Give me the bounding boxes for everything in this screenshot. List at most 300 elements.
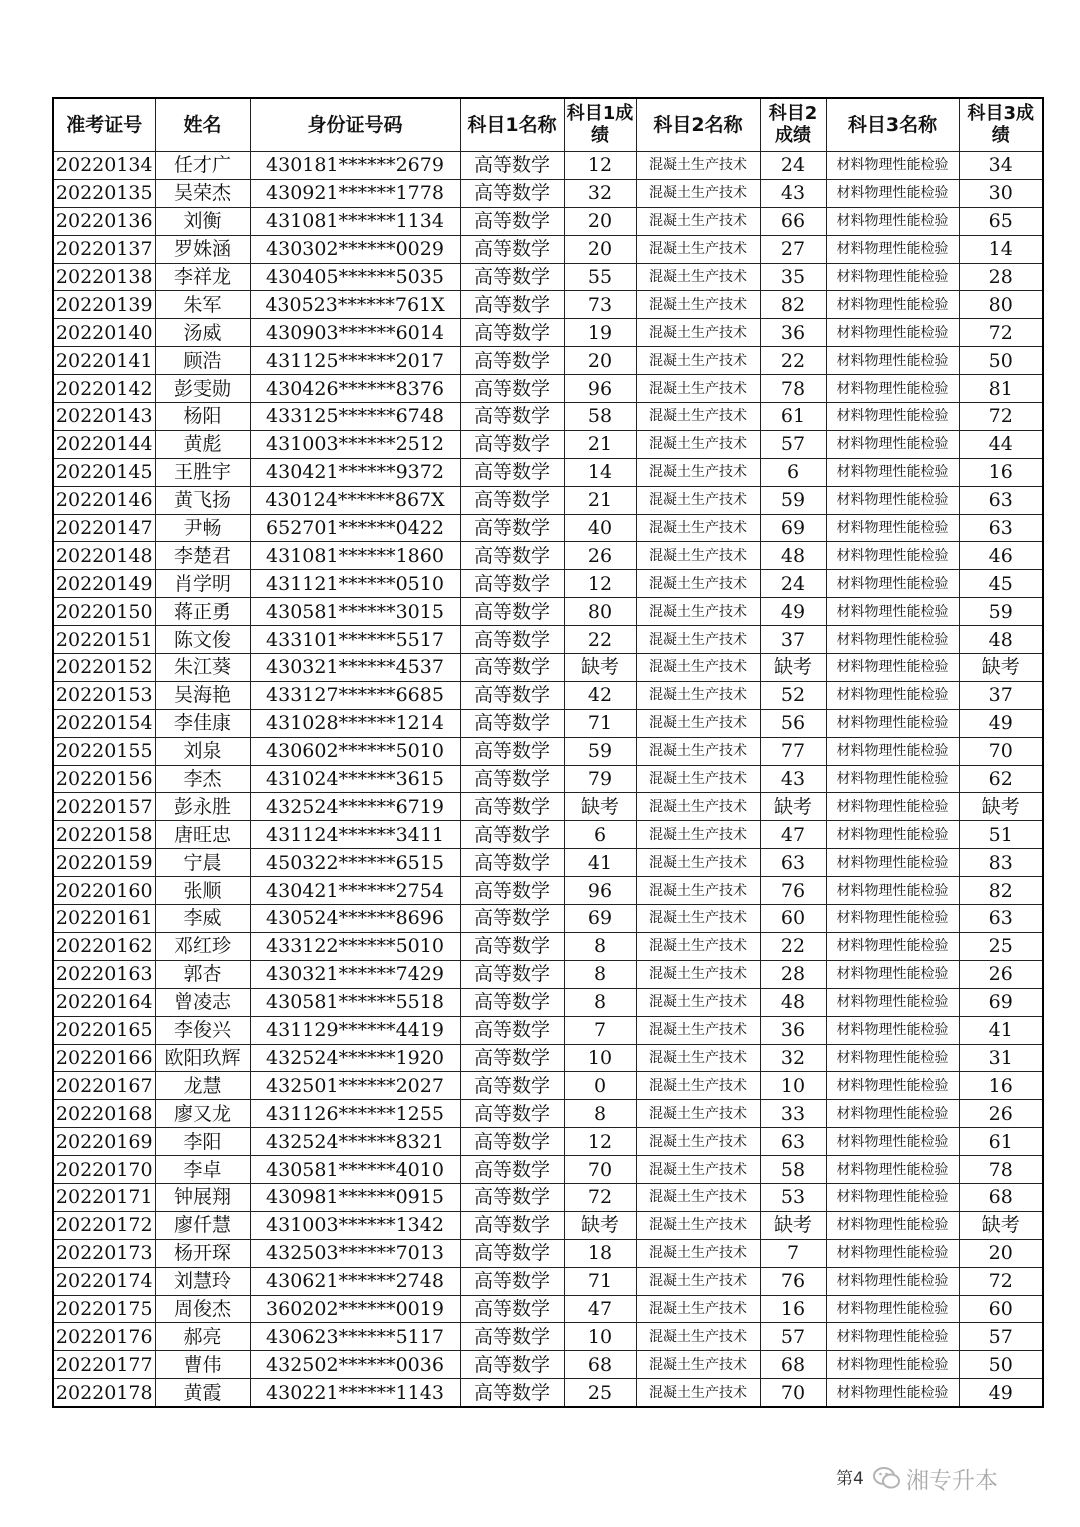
cell-sub3: 材料物理性能检验 — [826, 1183, 959, 1211]
cell-sub3: 材料物理性能检验 — [826, 375, 959, 403]
cell-name: 郭杏 — [155, 960, 250, 988]
cell-sub2: 混凝土生产技术 — [636, 709, 760, 737]
cell-id: 20220149 — [53, 570, 155, 598]
cell-sub3: 材料物理性能检验 — [826, 486, 959, 514]
cell-sub2: 混凝土生产技术 — [636, 1267, 760, 1295]
cell-sub2: 混凝土生产技术 — [636, 1351, 760, 1379]
cell-sub2: 混凝土生产技术 — [636, 570, 760, 598]
cell-name: 李俊兴 — [155, 1016, 250, 1044]
table-row — [53, 709, 1043, 737]
cell-sub2: 混凝土生产技术 — [636, 458, 760, 486]
cell-score2: 53 — [760, 1183, 826, 1211]
table-row — [53, 1128, 1043, 1156]
cell-idnum: 433122******5010 — [250, 932, 460, 960]
cell-score2: 58 — [760, 1156, 826, 1184]
cell-sub3: 材料物理性能检验 — [826, 626, 959, 654]
cell-id: 20220169 — [53, 1128, 155, 1156]
cell-score2: 49 — [760, 598, 826, 626]
cell-sub1: 高等数学 — [460, 570, 564, 598]
cell-score1: 19 — [564, 319, 636, 347]
cell-score1: 21 — [564, 430, 636, 458]
cell-idnum: 432501******2027 — [250, 1072, 460, 1100]
cell-score3: 16 — [959, 458, 1043, 486]
cell-score2: 35 — [760, 263, 826, 291]
cell-id: 20220140 — [53, 319, 155, 347]
cell-id: 20220161 — [53, 905, 155, 933]
cell-sub1: 高等数学 — [460, 1016, 564, 1044]
cell-score1: 72 — [564, 1183, 636, 1211]
cell-score3: 31 — [959, 1044, 1043, 1072]
cell-id: 20220157 — [53, 793, 155, 821]
table-row — [53, 849, 1043, 877]
cell-name: 李佳康 — [155, 709, 250, 737]
cell-name: 王胜宇 — [155, 458, 250, 486]
cell-score1: 21 — [564, 486, 636, 514]
cell-score3: 62 — [959, 765, 1043, 793]
cell-score2: 47 — [760, 821, 826, 849]
cell-sub2: 混凝土生产技术 — [636, 152, 760, 180]
cell-sub1: 高等数学 — [460, 403, 564, 431]
cell-id: 20220143 — [53, 403, 155, 431]
cell-score1: 22 — [564, 626, 636, 654]
cell-score1: 42 — [564, 681, 636, 709]
cell-score1: 18 — [564, 1239, 636, 1267]
cell-sub1: 高等数学 — [460, 207, 564, 235]
cell-sub1: 高等数学 — [460, 375, 564, 403]
cell-id: 20220167 — [53, 1072, 155, 1100]
cell-score3: 缺考 — [959, 1211, 1043, 1239]
cell-id: 20220147 — [53, 514, 155, 542]
cell-id: 20220162 — [53, 932, 155, 960]
cell-score3: 72 — [959, 319, 1043, 347]
cell-idnum: 430181******2679 — [250, 152, 460, 180]
cell-idnum: 430426******8376 — [250, 375, 460, 403]
cell-sub2: 混凝土生产技术 — [636, 235, 760, 263]
cell-name: 廖仟慧 — [155, 1211, 250, 1239]
cell-name: 李杰 — [155, 765, 250, 793]
wechat-icon — [872, 1463, 902, 1493]
cell-sub3: 材料物理性能检验 — [826, 1128, 959, 1156]
cell-sub2: 混凝土生产技术 — [636, 179, 760, 207]
cell-id: 20220148 — [53, 542, 155, 570]
table-row — [53, 877, 1043, 905]
cell-sub1: 高等数学 — [460, 486, 564, 514]
cell-score3: 25 — [959, 932, 1043, 960]
cell-sub2: 混凝土生产技术 — [636, 988, 760, 1016]
cell-name: 邓红珍 — [155, 932, 250, 960]
cell-name: 刘泉 — [155, 737, 250, 765]
table-row — [53, 654, 1043, 682]
cell-id: 20220158 — [53, 821, 155, 849]
cell-sub3: 材料物理性能检验 — [826, 1100, 959, 1128]
cell-score1: 缺考 — [564, 1211, 636, 1239]
cell-score1: 8 — [564, 988, 636, 1016]
cell-name: 郝亮 — [155, 1323, 250, 1351]
cell-name: 陈文俊 — [155, 626, 250, 654]
cell-name: 吴荣杰 — [155, 179, 250, 207]
table-row — [53, 542, 1043, 570]
cell-score1: 10 — [564, 1044, 636, 1072]
cell-score2: 66 — [760, 207, 826, 235]
cell-score1: 8 — [564, 1100, 636, 1128]
cell-sub2: 混凝土生产技术 — [636, 1323, 760, 1351]
cell-sub1: 高等数学 — [460, 458, 564, 486]
cell-score3: 41 — [959, 1016, 1043, 1044]
cell-idnum: 431121******0510 — [250, 570, 460, 598]
cell-sub1: 高等数学 — [460, 1239, 564, 1267]
header-subject1-name: 科目1名称 — [460, 98, 564, 152]
cell-name: 彭永胜 — [155, 793, 250, 821]
cell-sub3: 材料物理性能检验 — [826, 542, 959, 570]
table-row — [53, 1016, 1043, 1044]
cell-name: 朱江葵 — [155, 654, 250, 682]
cell-score1: 40 — [564, 514, 636, 542]
cell-sub3: 材料物理性能检验 — [826, 430, 959, 458]
cell-score3: 72 — [959, 1267, 1043, 1295]
cell-sub3: 材料物理性能检验 — [826, 1072, 959, 1100]
cell-id: 20220163 — [53, 960, 155, 988]
cell-score2: 60 — [760, 905, 826, 933]
cell-sub1: 高等数学 — [460, 1044, 564, 1072]
cell-sub1: 高等数学 — [460, 235, 564, 263]
cell-score2: 56 — [760, 709, 826, 737]
cell-sub2: 混凝土生产技术 — [636, 486, 760, 514]
cell-idnum: 430621******2748 — [250, 1267, 460, 1295]
cell-name: 黄彪 — [155, 430, 250, 458]
cell-idnum: 431003******1342 — [250, 1211, 460, 1239]
cell-score3: 78 — [959, 1156, 1043, 1184]
table-row — [53, 375, 1043, 403]
cell-score1: 缺考 — [564, 654, 636, 682]
cell-score2: 6 — [760, 458, 826, 486]
cell-sub2: 混凝土生产技术 — [636, 207, 760, 235]
cell-sub3: 材料物理性能检验 — [826, 570, 959, 598]
table-row — [53, 1044, 1043, 1072]
cell-sub1: 高等数学 — [460, 1072, 564, 1100]
table-row — [53, 1295, 1043, 1323]
cell-idnum: 430523******761X — [250, 291, 460, 319]
cell-idnum: 432503******7013 — [250, 1239, 460, 1267]
cell-id: 20220146 — [53, 486, 155, 514]
cell-idnum: 431003******2512 — [250, 430, 460, 458]
cell-score2: 43 — [760, 765, 826, 793]
cell-name: 罗姝涵 — [155, 235, 250, 263]
cell-idnum: 430302******0029 — [250, 235, 460, 263]
cell-score3: 57 — [959, 1323, 1043, 1351]
cell-idnum: 432524******8321 — [250, 1128, 460, 1156]
cell-idnum: 431028******1214 — [250, 709, 460, 737]
cell-id: 20220172 — [53, 1211, 155, 1239]
cell-id: 20220150 — [53, 598, 155, 626]
cell-score1: 25 — [564, 1379, 636, 1407]
table-row — [53, 1351, 1043, 1379]
cell-score1: 8 — [564, 960, 636, 988]
cell-score3: 59 — [959, 598, 1043, 626]
cell-score1: 20 — [564, 207, 636, 235]
cell-sub2: 混凝土生产技术 — [636, 1295, 760, 1323]
table-row — [53, 681, 1043, 709]
cell-sub1: 高等数学 — [460, 1351, 564, 1379]
cell-score3: 68 — [959, 1183, 1043, 1211]
cell-score2: 59 — [760, 486, 826, 514]
cell-sub3: 材料物理性能检验 — [826, 1211, 959, 1239]
table-row — [53, 1156, 1043, 1184]
cell-score2: 48 — [760, 542, 826, 570]
cell-idnum: 430124******867X — [250, 486, 460, 514]
cell-idnum: 433125******6748 — [250, 403, 460, 431]
cell-idnum: 432502******0036 — [250, 1351, 460, 1379]
table-row — [53, 1072, 1043, 1100]
cell-sub1: 高等数学 — [460, 793, 564, 821]
cell-score2: 57 — [760, 1323, 826, 1351]
cell-score1: 69 — [564, 905, 636, 933]
cell-score2: 82 — [760, 291, 826, 319]
cell-score1: 79 — [564, 765, 636, 793]
cell-score1: 10 — [564, 1323, 636, 1351]
cell-idnum: 430421******9372 — [250, 458, 460, 486]
table-row — [53, 1323, 1043, 1351]
cell-sub3: 材料物理性能检验 — [826, 235, 959, 263]
cell-score3: 83 — [959, 849, 1043, 877]
cell-id: 20220145 — [53, 458, 155, 486]
header-subject3-score: 科目3成绩 — [959, 98, 1043, 152]
cell-sub2: 混凝土生产技术 — [636, 793, 760, 821]
cell-idnum: 431125******2017 — [250, 347, 460, 375]
cell-idnum: 432524******1920 — [250, 1044, 460, 1072]
cell-score3: 80 — [959, 291, 1043, 319]
cell-id: 20220154 — [53, 709, 155, 737]
cell-id: 20220178 — [53, 1379, 155, 1407]
table-row — [53, 1267, 1043, 1295]
table-row — [53, 430, 1043, 458]
cell-idnum: 431124******3411 — [250, 821, 460, 849]
cell-score1: 6 — [564, 821, 636, 849]
cell-sub1: 高等数学 — [460, 1183, 564, 1211]
cell-score3: 50 — [959, 1351, 1043, 1379]
cell-sub3: 材料物理性能检验 — [826, 263, 959, 291]
cell-score3: 缺考 — [959, 654, 1043, 682]
cell-sub1: 高等数学 — [460, 654, 564, 682]
cell-sub1: 高等数学 — [460, 598, 564, 626]
cell-score1: 32 — [564, 179, 636, 207]
table-row — [53, 1100, 1043, 1128]
cell-sub1: 高等数学 — [460, 905, 564, 933]
table-row — [53, 403, 1043, 431]
cell-score1: 68 — [564, 1351, 636, 1379]
cell-score2: 24 — [760, 570, 826, 598]
cell-name: 任才广 — [155, 152, 250, 180]
cell-score3: 20 — [959, 1239, 1043, 1267]
cell-score2: 63 — [760, 1128, 826, 1156]
cell-idnum: 430602******5010 — [250, 737, 460, 765]
cell-sub3: 材料物理性能检验 — [826, 514, 959, 542]
cell-sub2: 混凝土生产技术 — [636, 877, 760, 905]
cell-sub3: 材料物理性能检验 — [826, 1267, 959, 1295]
cell-sub2: 混凝土生产技术 — [636, 681, 760, 709]
table-row — [53, 1379, 1043, 1407]
cell-score1: 缺考 — [564, 793, 636, 821]
cell-name: 刘慧玲 — [155, 1267, 250, 1295]
cell-idnum: 430524******8696 — [250, 905, 460, 933]
cell-id: 20220144 — [53, 430, 155, 458]
cell-score3: 63 — [959, 514, 1043, 542]
table-row — [53, 765, 1043, 793]
cell-sub3: 材料物理性能检验 — [826, 737, 959, 765]
cell-id: 20220165 — [53, 1016, 155, 1044]
cell-name: 龙慧 — [155, 1072, 250, 1100]
cell-score1: 26 — [564, 542, 636, 570]
table-row — [53, 235, 1043, 263]
cell-score1: 14 — [564, 458, 636, 486]
cell-name: 唐旺忠 — [155, 821, 250, 849]
cell-score2: 24 — [760, 152, 826, 180]
table-row — [53, 179, 1043, 207]
cell-sub2: 混凝土生产技术 — [636, 932, 760, 960]
cell-name: 吴海艳 — [155, 681, 250, 709]
cell-score2: 70 — [760, 1379, 826, 1407]
cell-score2: 36 — [760, 319, 826, 347]
table-row — [53, 514, 1043, 542]
cell-score1: 73 — [564, 291, 636, 319]
header-name: 姓名 — [155, 98, 250, 152]
cell-id: 20220166 — [53, 1044, 155, 1072]
cell-score2: 16 — [760, 1295, 826, 1323]
cell-score3: 65 — [959, 207, 1043, 235]
cell-id: 20220155 — [53, 737, 155, 765]
cell-sub3: 材料物理性能检验 — [826, 709, 959, 737]
cell-id: 20220177 — [53, 1351, 155, 1379]
cell-sub1: 高等数学 — [460, 542, 564, 570]
cell-sub1: 高等数学 — [460, 263, 564, 291]
cell-sub3: 材料物理性能检验 — [826, 849, 959, 877]
cell-score2: 32 — [760, 1044, 826, 1072]
cell-name: 宁晨 — [155, 849, 250, 877]
cell-id: 20220134 — [53, 152, 155, 180]
cell-score2: 27 — [760, 235, 826, 263]
cell-score2: 76 — [760, 1267, 826, 1295]
cell-score2: 36 — [760, 1016, 826, 1044]
cell-sub3: 材料物理性能检验 — [826, 207, 959, 235]
cell-name: 李卓 — [155, 1156, 250, 1184]
cell-id: 20220142 — [53, 375, 155, 403]
cell-idnum: 431129******4419 — [250, 1016, 460, 1044]
header-subject1-score: 科目1成绩 — [564, 98, 636, 152]
cell-sub1: 高等数学 — [460, 877, 564, 905]
cell-score2: 57 — [760, 430, 826, 458]
cell-sub2: 混凝土生产技术 — [636, 626, 760, 654]
cell-idnum: 432524******6719 — [250, 793, 460, 821]
table-row — [53, 988, 1043, 1016]
cell-sub2: 混凝土生产技术 — [636, 375, 760, 403]
cell-id: 20220141 — [53, 347, 155, 375]
cell-sub1: 高等数学 — [460, 347, 564, 375]
cell-idnum: 430405******5035 — [250, 263, 460, 291]
cell-score1: 59 — [564, 737, 636, 765]
table-row — [53, 905, 1043, 933]
cell-sub2: 混凝土生产技术 — [636, 1211, 760, 1239]
cell-sub2: 混凝土生产技术 — [636, 1016, 760, 1044]
cell-score1: 80 — [564, 598, 636, 626]
table-row — [53, 291, 1043, 319]
cell-sub2: 混凝土生产技术 — [636, 765, 760, 793]
cell-score3: 61 — [959, 1128, 1043, 1156]
cell-sub1: 高等数学 — [460, 1379, 564, 1407]
cell-score3: 14 — [959, 235, 1043, 263]
cell-name: 蒋正勇 — [155, 598, 250, 626]
cell-name: 杨阳 — [155, 403, 250, 431]
cell-score2: 缺考 — [760, 654, 826, 682]
cell-name: 肖学明 — [155, 570, 250, 598]
score-table — [52, 97, 1044, 1408]
cell-idnum: 430903******6014 — [250, 319, 460, 347]
table-row — [53, 486, 1043, 514]
cell-sub3: 材料物理性能检验 — [826, 960, 959, 988]
cell-sub2: 混凝土生产技术 — [636, 263, 760, 291]
cell-sub1: 高等数学 — [460, 709, 564, 737]
cell-idnum: 431024******3615 — [250, 765, 460, 793]
cell-name: 杨开琛 — [155, 1239, 250, 1267]
table-row — [53, 570, 1043, 598]
cell-sub1: 高等数学 — [460, 960, 564, 988]
cell-idnum: 430321******7429 — [250, 960, 460, 988]
page-footer: 第4 — [836, 1469, 864, 1489]
cell-id: 20220151 — [53, 626, 155, 654]
cell-score1: 47 — [564, 1295, 636, 1323]
cell-name: 李阳 — [155, 1128, 250, 1156]
cell-id: 20220168 — [53, 1100, 155, 1128]
cell-id: 20220152 — [53, 654, 155, 682]
cell-sub2: 混凝土生产技术 — [636, 319, 760, 347]
cell-score1: 58 — [564, 403, 636, 431]
cell-score3: 缺考 — [959, 793, 1043, 821]
cell-sub3: 材料物理性能检验 — [826, 1351, 959, 1379]
cell-name: 黄霞 — [155, 1379, 250, 1407]
cell-score1: 55 — [564, 263, 636, 291]
cell-sub3: 材料物理性能检验 — [826, 765, 959, 793]
cell-score1: 12 — [564, 152, 636, 180]
cell-id: 20220139 — [53, 291, 155, 319]
cell-idnum: 430221******1143 — [250, 1379, 460, 1407]
cell-score2: 48 — [760, 988, 826, 1016]
cell-score2: 77 — [760, 737, 826, 765]
table-row — [53, 1183, 1043, 1211]
cell-sub3: 材料物理性能检验 — [826, 1379, 959, 1407]
cell-sub3: 材料物理性能检验 — [826, 1044, 959, 1072]
header-subject2-score: 科目2成绩 — [760, 98, 826, 152]
cell-name: 李祥龙 — [155, 263, 250, 291]
cell-sub3: 材料物理性能检验 — [826, 179, 959, 207]
cell-name: 廖又龙 — [155, 1100, 250, 1128]
table-row — [53, 626, 1043, 654]
cell-idnum: 360202******0019 — [250, 1295, 460, 1323]
watermark-text: 湘专升本 — [906, 1467, 998, 1494]
cell-sub2: 混凝土生产技术 — [636, 960, 760, 988]
cell-score2: 缺考 — [760, 1211, 826, 1239]
cell-idnum: 433101******5517 — [250, 626, 460, 654]
cell-sub1: 高等数学 — [460, 1323, 564, 1351]
cell-sub1: 高等数学 — [460, 179, 564, 207]
cell-score2: 76 — [760, 877, 826, 905]
cell-idnum: 430981******0915 — [250, 1183, 460, 1211]
cell-sub1: 高等数学 — [460, 291, 564, 319]
cell-id: 20220137 — [53, 235, 155, 263]
cell-sub3: 材料物理性能检验 — [826, 1323, 959, 1351]
cell-score1: 41 — [564, 849, 636, 877]
cell-score3: 63 — [959, 486, 1043, 514]
cell-id: 20220176 — [53, 1323, 155, 1351]
cell-score1: 0 — [564, 1072, 636, 1100]
cell-score1: 20 — [564, 347, 636, 375]
